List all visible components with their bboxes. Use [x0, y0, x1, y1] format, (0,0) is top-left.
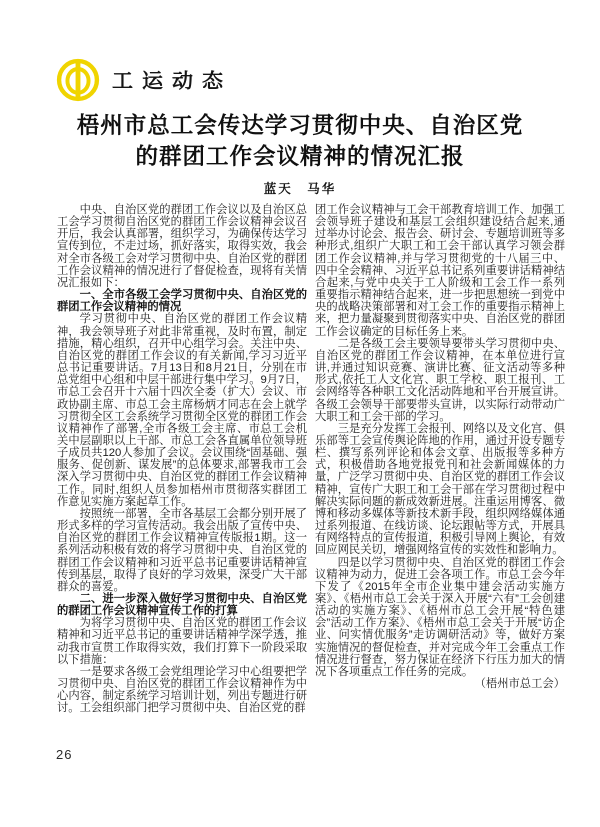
paragraph: 中央、自治区党的群团工作会议以及自治区总工会学习贯彻自治区党的群团工作会议精神会议召开后，我会认真部署，组织学习，为确保传达学习宣传到位，不走过场，抓好落实，取得实效，我会对全市各级工会对学习贯彻中央、自治区党的群团工作会议精神的情况进行了督促检查，现将有关情况汇报如下：	[57, 204, 307, 289]
paragraph: 为将学习贯彻中央、自治区党的群团工作会议精神和习近平总书记的重要讲话精神学深学透，推动我市宣贯工作取得实效，我们打算下一阶段采取以下措施：	[57, 617, 307, 666]
paragraph: 学习贯彻中央、自治区党的群团工作会议精神，我会领导班子对此非常重视，及时布置，制定措施，精心组织，召开中心组学习会。关注中央、自治区党的群团工作会议的有关新闻,学习习近平总书记重要讲话。7月13日和8月21日，分别在市总党组中心组和中层干部进行集中学习。9月7日，市总工会召开十六届十四次全委（扩大）会议、市政协副主席、市总工会主席杨炳才同志在会上就学习贯彻全区工会系统学习贯彻全区党的群团工作会议精神作了部署,全市各级工会主席、市总工会机关中层副职以上干部、市总工会各直属单位领导班子成员共120人参加了会议。会议围绕“固基础、强服务、促创新、谋发展”的总体要求,部署我市工会深入学习贯彻中央、自治区党的群团工作会议精神工作。同时,组织人员参加梧州市贯彻落实群团工作意见实施方案起草工作。	[57, 313, 307, 508]
section-heading-2: 二、进一步深入做好学习贯彻中央、自治区党的群团工作会议精神宣传工作的打算	[57, 593, 307, 618]
masthead	[56, 58, 232, 102]
page-number: 26	[56, 747, 73, 762]
masthead-title: 工运动态	[112, 70, 232, 93]
article-title-line1: 梧州市总工会传达学习贯彻中央、自治区党	[76, 113, 524, 138]
left-column	[57, 204, 307, 715]
article-body	[57, 204, 565, 715]
paragraph: 四是以学习贯彻中央、自治区党的群团工作会议精神为动力，促进工会各项工作。市总工会今年下发了《2015年全市企业集中建会活动实施方案》、《梧州市总工会关于深入开展“六有”工会创建活动的实施方案》、《梧州市总工会开展“特色建会”活动工作方案》、《梧州市总工会关于开展“访企业、问实情优服务”走访调研活动》等，做好方案实施情况的督促检查，并对完成今年工会重点工作情况进行督查，努力保证在经济下行压力加大的情况下各项重点工作任务的完成。	[315, 556, 565, 678]
article-title	[40, 110, 560, 172]
article-authors: 蓝天 马华	[263, 182, 337, 196]
paragraph-continuation: 团工作会议精神与工会干部教育培训工作、加强工会领导班子建设和基层工会组织建设结合起来,通过举办讨论会、报告会、研讨会、专题培训班等多种形式,组织广大职工和工会干部认真学习领会群团工作会议精神,并与学习贯彻党的十八届三中、四中全会精神、习近平总书记系列重要讲话精神结合起来,与党中央关于工人阶级和工会工作一系列重要指示精神结合起来，进一步把思想统一到党中央的战略决策部署和对工会工作的重要指示精神上来，把力量凝聚到贯彻落实中央、自治区党的群团工作会议确定的目标任务上来。	[315, 204, 565, 338]
section-heading-1: 一、全市各级工会学习贯彻中央、自治区党的群团工作会议精神的情况	[57, 289, 307, 314]
paragraph: 一是要求各级工会党组理论学习中心组要把学习贯彻中央、自治区党的群团工作会议精神作为中心内容，制定系统学习培训计划，列出专题进行研讨。工会组织部门把学习贯彻中央、自治区党的群	[57, 665, 307, 715]
right-column	[315, 204, 565, 715]
article-title-line2: 的群团工作会议精神的情况汇报	[135, 144, 465, 169]
trade-union-emblem-icon	[56, 58, 100, 102]
attribution: （梧州市总工会）	[474, 678, 565, 691]
paragraph: 二是各级工会主要领导要带头学习贯彻中央、自治区党的群团工作会议精神，在本单位进行宣讲,并通过知识竞赛、演讲比赛、征文活动等多种形式,依托工人文化宫、职工学校、职工报刊、工会网络等各种职工文化活动阵地和平台开展宣讲。各级工会领导干部要带头宣讲，以实际行动带动广大职工和工会干部的学习。	[315, 337, 565, 423]
paragraph: 按照统一部署，全市各基层工会都分别开展了形式多样的学习宣传活动。我会出版了宣传中央、自治区党的群团工作会议精神宣传版报1期。这一系列活动积极有效的将学习贯彻中央、自治区党的群团工作会议精神和习近平总书记重要讲话精神宣传到基层，取得了良好的学习效果，深受广大干部群众的喜爱。	[57, 507, 307, 593]
paragraph: 三是充分发挥工会报刊、网络以及文化宫、俱乐部等工会宣传舆论阵地的作用，通过开设专题专栏、撰写系列评论和体会文章、出版报等多种方式，积极借助各地党报党刊和社会新闻媒体的力量，广泛学习贯彻中央、自治区党的群团工作会议精神，宣传广大职工和工会干部在学习贯彻过程中解决实际问题的新成效新进展。注重运用博客、微博和移动多媒体等新技术新手段，组织网络媒体通过系列报道、在线访谈、论坛跟帖等方式，开展具有网络特点的宣传报道，积极引导网上舆论，有效回应网民关切，增强网络宣传的实效性和影响力。	[315, 422, 565, 557]
